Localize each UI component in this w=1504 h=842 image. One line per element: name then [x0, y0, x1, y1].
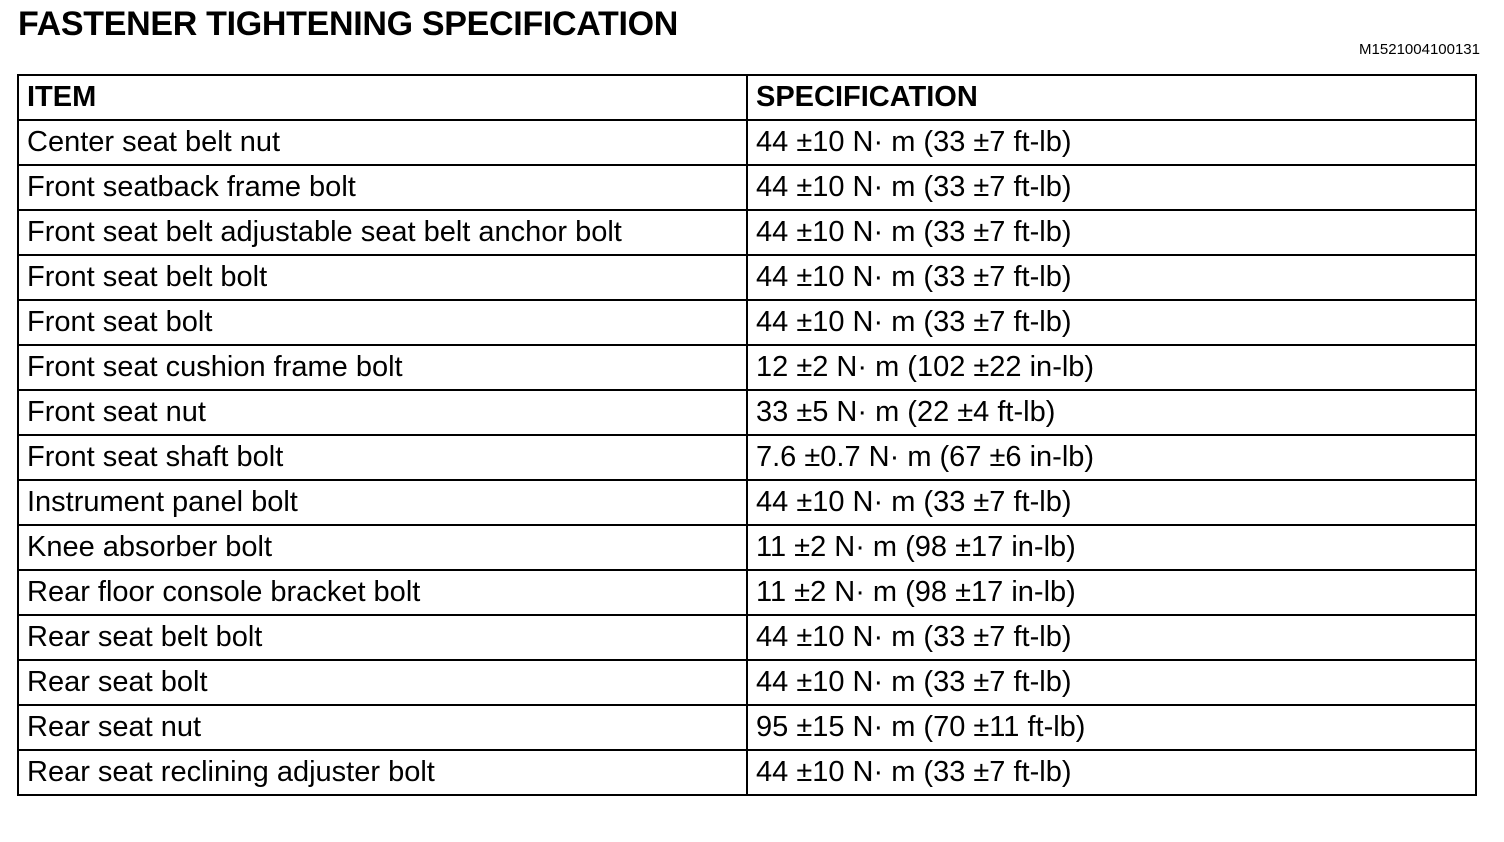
specification-cell: 44 ±10 N· m (33 ±7 ft-lb): [747, 660, 1476, 705]
table-row: [18, 615, 1476, 660]
specification-cell: 11 ±2 N· m (98 ±17 in-lb): [747, 570, 1476, 615]
specification-cell: 12 ±2 N· m (102 ±22 in-lb): [747, 345, 1476, 390]
specification-cell: 44 ±10 N· m (33 ±7 ft-lb): [747, 615, 1476, 660]
item-cell: Front seat cushion frame bolt: [18, 345, 747, 390]
table-row: [18, 480, 1476, 525]
specification-cell: 33 ±5 N· m (22 ±4 ft-lb): [747, 390, 1476, 435]
spec-table: [17, 74, 1477, 796]
table-row: [18, 345, 1476, 390]
item-cell: Instrument panel bolt: [18, 480, 747, 525]
column-header-item: ITEM: [18, 75, 747, 120]
table-row: [18, 300, 1476, 345]
table-row: [18, 435, 1476, 480]
table-row: [18, 705, 1476, 750]
specification-cell: 44 ±10 N· m (33 ±7 ft-lb): [747, 120, 1476, 165]
item-cell: Center seat belt nut: [18, 120, 747, 165]
table-row: [18, 255, 1476, 300]
item-cell: Front seatback frame bolt: [18, 165, 747, 210]
specification-cell: 44 ±10 N· m (33 ±7 ft-lb): [747, 480, 1476, 525]
table-row: [18, 390, 1476, 435]
specification-cell: 7.6 ±0.7 N· m (67 ±6 in-lb): [747, 435, 1476, 480]
specification-cell: 11 ±2 N· m (98 ±17 in-lb): [747, 525, 1476, 570]
item-cell: Front seat nut: [18, 390, 747, 435]
item-cell: Front seat belt bolt: [18, 255, 747, 300]
table-row: [18, 120, 1476, 165]
item-cell: Front seat bolt: [18, 300, 747, 345]
page-title: FASTENER TIGHTENING SPECIFICATION: [18, 5, 679, 43]
table-row: [18, 525, 1476, 570]
item-cell: Rear seat belt bolt: [18, 615, 747, 660]
specification-cell: 44 ±10 N· m (33 ±7 ft-lb): [747, 165, 1476, 210]
table-row: [18, 210, 1476, 255]
item-cell: Knee absorber bolt: [18, 525, 747, 570]
table-row: [18, 570, 1476, 615]
specification-cell: 44 ±10 N· m (33 ±7 ft-lb): [747, 300, 1476, 345]
specification-cell: 44 ±10 N· m (33 ±7 ft-lb): [747, 210, 1476, 255]
header-row: [18, 75, 1476, 120]
item-cell: Front seat shaft bolt: [18, 435, 747, 480]
item-cell: Rear floor console bracket bolt: [18, 570, 747, 615]
column-header-specification: SPECIFICATION: [747, 75, 1476, 120]
table-row: [18, 750, 1476, 795]
specification-cell: 95 ±15 N· m (70 ±11 ft-lb): [747, 705, 1476, 750]
specification-cell: 44 ±10 N· m (33 ±7 ft-lb): [747, 255, 1476, 300]
specification-cell: 44 ±10 N· m (33 ±7 ft-lb): [747, 750, 1476, 795]
document-code: M1521004100131: [1359, 41, 1480, 58]
item-cell: Front seat belt adjustable seat belt anchor bolt: [18, 210, 747, 255]
item-cell: Rear seat reclining adjuster bolt: [18, 750, 747, 795]
table-row: [18, 660, 1476, 705]
item-cell: Rear seat nut: [18, 705, 747, 750]
table-row: [18, 165, 1476, 210]
item-cell: Rear seat bolt: [18, 660, 747, 705]
